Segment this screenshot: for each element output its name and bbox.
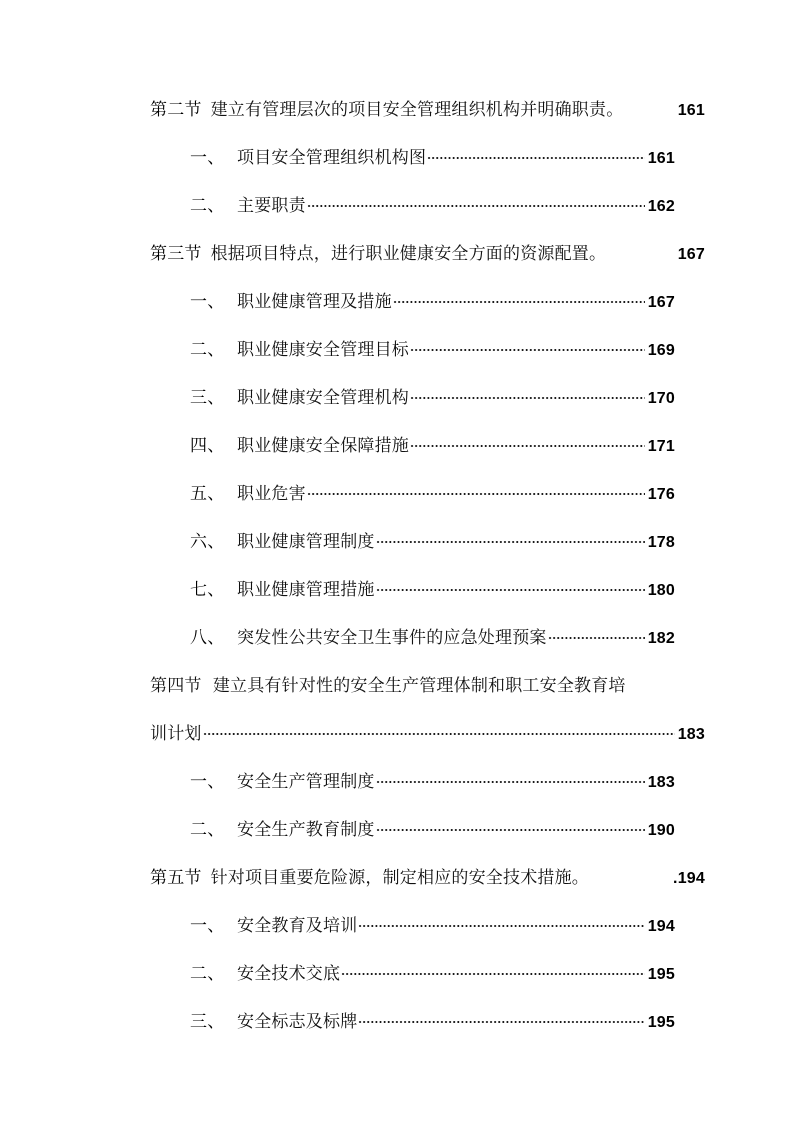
toc-dot-leader — [427, 147, 645, 163]
toc-entry-marker: 第三节 — [150, 244, 202, 264]
toc-entry-level-1[interactable] — [0, 230, 793, 278]
toc-page-number: 182 — [647, 630, 675, 647]
toc-entry-marker: 一、 — [190, 916, 225, 936]
toc-entry-label: 安全生产管理制度 — [237, 772, 375, 792]
toc-entry-marker: 六、 — [190, 532, 225, 552]
toc-entry-level-2[interactable] — [0, 950, 793, 998]
toc-dot-leader — [307, 195, 645, 211]
toc-page-number: 162 — [647, 198, 675, 215]
toc-entry-label: 安全生产教育制度 — [237, 820, 375, 840]
toc-entry-level-2[interactable] — [0, 326, 793, 374]
toc-entry-level-2[interactable] — [0, 182, 793, 230]
toc-entry-level-2[interactable] — [0, 278, 793, 326]
toc-page-number: 167 — [647, 294, 675, 311]
toc-entry-label: 安全技术交底 — [237, 964, 341, 984]
toc-entry-level-2[interactable] — [0, 134, 793, 182]
toc-dot-leader — [393, 291, 645, 307]
toc-entry-line[interactable] — [0, 662, 793, 710]
toc-spacer — [624, 99, 674, 115]
toc-dot-leader — [410, 435, 645, 451]
table-of-contents — [0, 86, 793, 1046]
toc-page-number: 195 — [647, 966, 675, 983]
toc-dot-leader — [341, 963, 645, 979]
toc-entry-level-2[interactable] — [0, 470, 793, 518]
toc-dot-leader — [410, 339, 645, 355]
toc-entry-marker: 二、 — [190, 820, 225, 840]
toc-entry-label: 安全教育及培训 — [237, 916, 358, 936]
toc-dot-leader — [358, 1011, 644, 1027]
toc-entry-label: 针对项目重要危险源，制定相应的安全技术措施。 — [210, 868, 590, 888]
toc-entry-marker: 二、 — [190, 340, 225, 360]
toc-entry-marker: 第二节 — [150, 100, 202, 120]
toc-entry-level-2[interactable] — [0, 374, 793, 422]
toc-entry-level-2[interactable] — [0, 998, 793, 1046]
toc-spacer — [590, 867, 670, 883]
toc-entry-marker: 第四节 — [150, 676, 202, 696]
toc-entry-marker: 三、 — [190, 388, 225, 408]
toc-entry-marker: 第五节 — [150, 868, 202, 888]
toc-page-number: 161 — [647, 150, 675, 167]
toc-entry-marker: 四、 — [190, 436, 225, 456]
toc-entry-label: 根据项目特点，进行职业健康安全方面的资源配置。 — [210, 244, 607, 264]
toc-page-number: 183 — [677, 726, 705, 743]
toc-dot-leader — [376, 579, 645, 595]
toc-dot-leader — [376, 771, 645, 787]
toc-page-number: 176 — [647, 486, 675, 503]
toc-entry-label: 建立具有针对性的安全生产管理体制和职工安全教育培 — [212, 676, 626, 696]
toc-dot-leader — [358, 915, 644, 931]
toc-page-number: 195 — [647, 1014, 675, 1031]
toc-entry-marker: 五、 — [190, 484, 225, 504]
toc-entry-label: 职业健康安全保障措施 — [237, 436, 409, 456]
toc-entry-level-2[interactable] — [0, 902, 793, 950]
toc-dot-leader — [203, 723, 675, 739]
toc-entry-level-2[interactable] — [0, 806, 793, 854]
toc-entry-level-2[interactable] — [0, 422, 793, 470]
toc-entry-marker: 三、 — [190, 1012, 225, 1032]
toc-entry-marker: 一、 — [190, 292, 225, 312]
toc-page-number: 169 — [647, 342, 675, 359]
toc-entry-level-2[interactable] — [0, 566, 793, 614]
toc-entry-label: 项目安全管理组织机构图 — [237, 148, 427, 168]
toc-entry-marker: 一、 — [190, 772, 225, 792]
toc-page-number: 161 — [677, 102, 705, 119]
toc-page-number: 171 — [647, 438, 675, 455]
toc-entry-marker: 七、 — [190, 580, 225, 600]
toc-page-number: .194 — [673, 870, 705, 887]
toc-entry-label: 突发性公共安全卫生事件的应急处理预案 — [237, 628, 547, 648]
toc-entry-level-1[interactable] — [0, 86, 793, 134]
toc-dot-leader — [410, 387, 645, 403]
toc-page-number: 194 — [647, 918, 675, 935]
toc-entry-label: 职业健康管理及措施 — [237, 292, 392, 312]
toc-entry-label: 职业健康管理制度 — [237, 532, 375, 552]
toc-page-number: 183 — [647, 774, 675, 791]
toc-entry-label: 主要职责 — [237, 196, 306, 216]
toc-entry-level-2[interactable] — [0, 518, 793, 566]
toc-entry-label: 建立有管理层次的项目安全管理组织机构并明确职责。 — [210, 100, 624, 120]
toc-entry-label: 职业健康管理措施 — [237, 580, 375, 600]
toc-entry-marker: 二、 — [190, 964, 225, 984]
toc-entry-label-continuation: 训计划 — [150, 724, 202, 744]
toc-spacer — [607, 243, 674, 259]
toc-entry-label: 职业健康安全管理目标 — [237, 340, 409, 360]
toc-page-number: 170 — [647, 390, 675, 407]
toc-entry-label: 安全标志及标牌 — [237, 1012, 358, 1032]
toc-page-number: 167 — [677, 246, 705, 263]
toc-dot-leader — [307, 483, 645, 499]
toc-dot-leader — [376, 819, 645, 835]
toc-entry-label: 职业健康安全管理机构 — [237, 388, 409, 408]
toc-entry-level-2[interactable] — [0, 614, 793, 662]
toc-page-number: 180 — [647, 582, 675, 599]
toc-page-number: 190 — [647, 822, 675, 839]
toc-dot-leader — [376, 531, 645, 547]
toc-entry-label: 职业危害 — [237, 484, 306, 504]
toc-entry-line[interactable] — [0, 710, 793, 758]
toc-page-number: 178 — [647, 534, 675, 551]
toc-entry-marker: 一、 — [190, 148, 225, 168]
toc-entry-marker: 八、 — [190, 628, 225, 648]
toc-entry-level-1[interactable] — [0, 854, 793, 902]
toc-entry-marker: 二、 — [190, 196, 225, 216]
toc-entry-level-2[interactable] — [0, 758, 793, 806]
toc-dot-leader — [548, 627, 645, 643]
